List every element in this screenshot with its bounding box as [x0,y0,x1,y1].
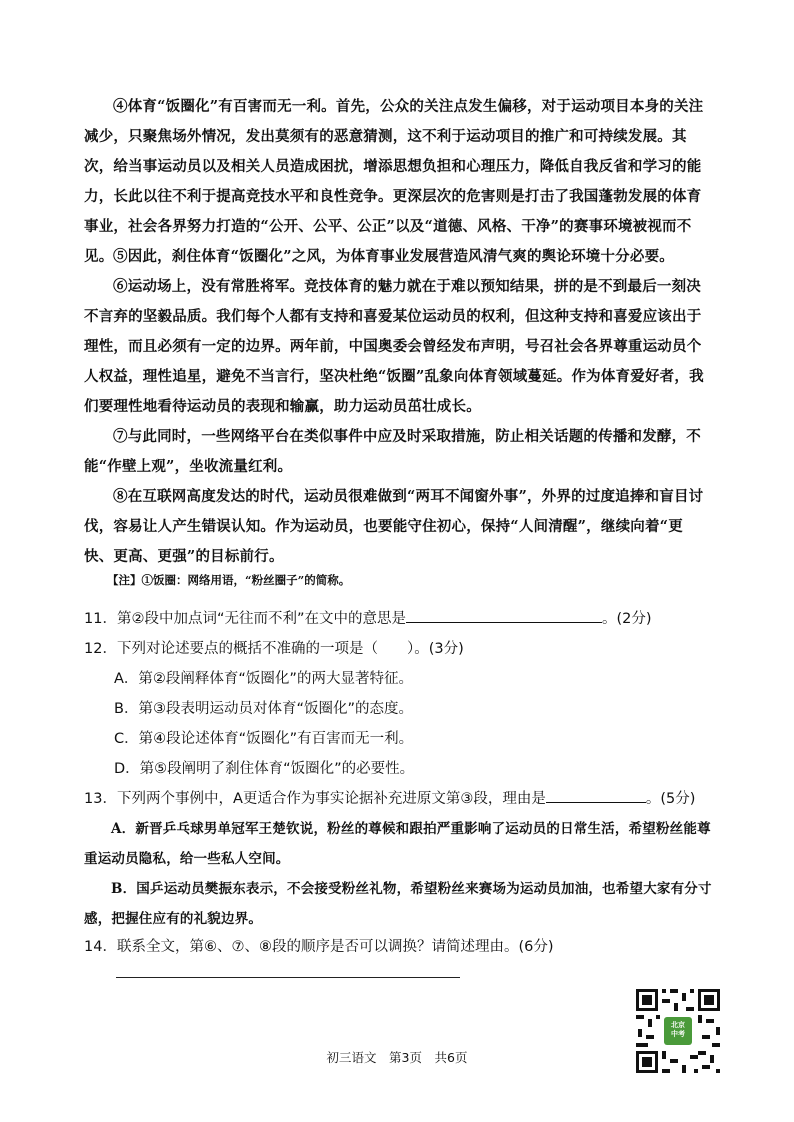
paragraph-7: ⑦与此同时，一些网络平台在类似事件中应及时采取措施，防止相关话题的传播和发酵，不能“作壁上观”，坐收流量红利。 [84,428,701,475]
question-13-example-a: A．新晋乒乓球男单冠军王楚钦说，粉丝的尊候和跟拍严重影响了运动员的日常生活，希望粉丝能尊重运动员隐私，给一些私人空间。 [84,821,711,867]
question-13-example-b: B．国乒运动员樊振东表示，不会接受粉丝礼物，希望粉丝来赛场为运动员加油，也希望大家有分寸感，把握住应有的礼貌边界。 [84,881,712,927]
question-11 [84,604,724,634]
question-13-blank[interactable] [546,786,646,803]
footnote: 【注】①饭圈：网络用语，“粉丝圈子”的简称。 [107,573,351,587]
paragraph-5: ⑤因此，刹住体育“饭圈化”之风，为体育事业发展营造风清气爽的舆论环境十分必要。 [113,248,674,265]
question-11-text: 11．第②段中加点词“无往而不利”在文中的意思是 [84,611,406,627]
paragraph-8: ⑧在互联网高度发达的时代，运动员很难做到“两耳不闻窗外事”，外界的过度追捧和盲目讨伐，容易让人产生错误认知。作为运动员，也要能守住初心，保持“人间清醒”，继续向着“更快、更高、更强”的目标前行。 [84,488,704,565]
question-12: 12．下列对论述要点的概括不准确的一项是（ ）。(3分) [84,641,464,657]
question-12-option-d: D．第⑤段阐明了刹住体育“饭圈化”的必要性。 [114,761,415,777]
question-14: 14．联系全文，第⑥、⑦、⑧段的顺序是否可以调换？请简述理由。(6分) [84,939,554,955]
page-footer: 初三语文 第3页 共6页 [326,1050,468,1065]
question-13-points: 。(5分) [645,791,696,807]
qr-center-label: 北京中考 [671,1021,685,1038]
question-11-points: 。(2分) [601,611,652,627]
question-13-text: 13．下列两个事例中，A更适合作为事实论据补充进原文第③段，理由是 [84,791,546,807]
question-11-blank[interactable] [406,606,602,623]
question-12-option-c: C．第④段论述体育“饭圈化”有百害而无一利。 [114,731,414,747]
question-12-option-b: B．第③段表明运动员对体育“饭圈化”的态度。 [114,701,413,717]
paragraph-6: ⑥运动场上，没有常胜将军。竞技体育的魅力就在于难以预知结果，拼的是不到最后一刻决不言弃的坚毅品质。我们每个人都有支持和喜爱某位运动员的权利，但这种支持和喜爱应该出于理性，而且必须有一定的边界。两年前，中国奥委会曾经发布声明，号召社会各界尊重运动员个人权益，理性追星，避免不当言行，坚决杜绝“饭圈”乱象向体育领域蔓延。作为体育爱好者，我们要理性地看待运动员的表现和输赢，助力运动员茁壮成长。 [84,278,704,415]
question-12-option-a: A．第②段阐释体育“饭圈化”的两大显著特征。 [114,671,413,687]
question-13 [84,784,724,814]
answer-line[interactable] [116,977,460,978]
paragraph-4: ④体育“饭圈化”有百害而无一利。首先，公众的关注点发生偏移，对于运动项目本身的关注减少，只聚焦场外情况，发出莫须有的恶意猜测，这不利于运动项目的推广和可持续发展。其次，给当事运动员以及相关人员造成困扰，增添思想负担和心理压力，降低自我反省和学习的能力，长此以往不利于提高竞技水平和良性竞争。更深层次的危害则是打击了我国蓬勃发展的体育事业，社会各界努力打造的“公开、公平、公正”以及“道德、风格、干净”的赛事环境被视而不见。 [84,98,704,265]
